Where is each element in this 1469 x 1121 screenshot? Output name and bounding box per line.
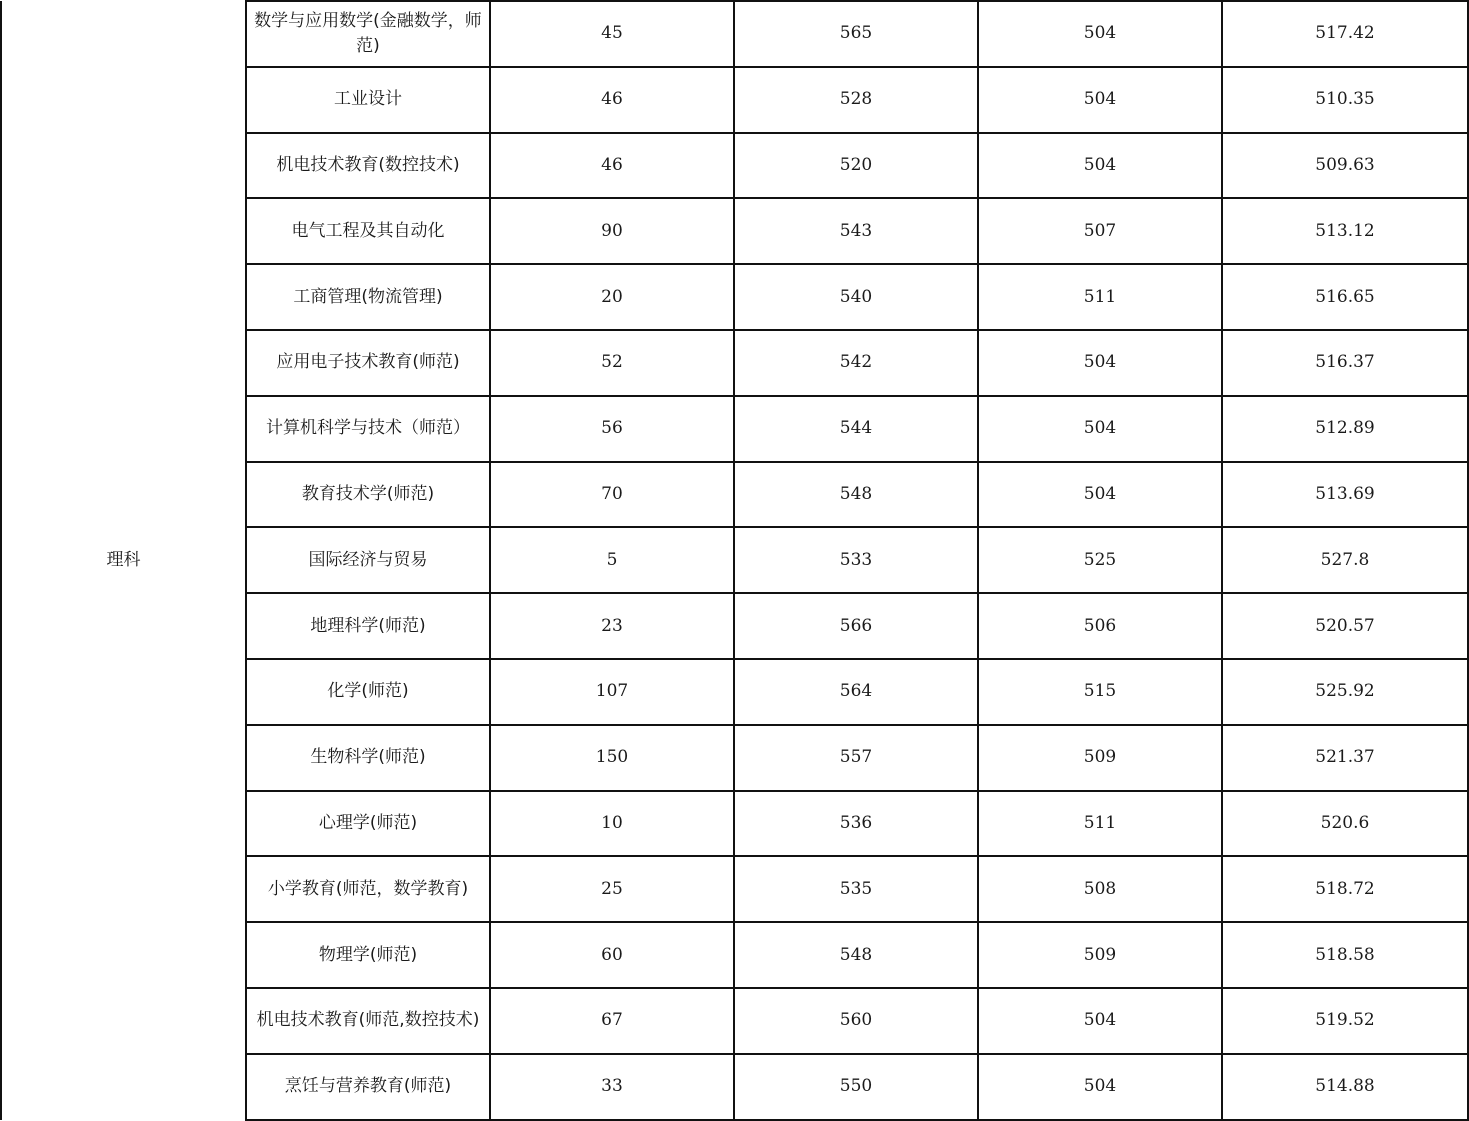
plan-count-cell: 25	[490, 856, 734, 922]
major-cell: 化学(师范)	[246, 659, 490, 725]
max-score-cell: 566	[734, 593, 978, 659]
major-cell: 数学与应用数学(金融数学，师范)	[246, 1, 490, 67]
max-score-cell: 565	[734, 1, 978, 67]
min-score-cell: 525	[978, 527, 1222, 593]
min-score-cell: 506	[978, 593, 1222, 659]
max-score-cell: 560	[734, 988, 978, 1054]
major-cell: 生物科学(师范)	[246, 725, 490, 791]
plan-count-cell: 45	[490, 1, 734, 67]
max-score-cell: 564	[734, 659, 978, 725]
major-cell: 计算机科学与技术（师范）	[246, 396, 490, 462]
plan-count-cell: 150	[490, 725, 734, 791]
max-score-cell: 536	[734, 791, 978, 857]
max-score-cell: 548	[734, 462, 978, 528]
major-cell: 国际经济与贸易	[246, 527, 490, 593]
avg-score-cell: 525.92	[1222, 659, 1468, 725]
plan-count-cell: 70	[490, 462, 734, 528]
min-score-cell: 504	[978, 462, 1222, 528]
min-score-cell: 504	[978, 1054, 1222, 1120]
max-score-cell: 540	[734, 264, 978, 330]
table-body	[1, 1, 1468, 1120]
major-cell: 工商管理(物流管理)	[246, 264, 490, 330]
min-score-cell: 508	[978, 856, 1222, 922]
avg-score-cell: 527.8	[1222, 527, 1468, 593]
avg-score-cell: 516.65	[1222, 264, 1468, 330]
avg-score-cell: 513.69	[1222, 462, 1468, 528]
plan-count-cell: 10	[490, 791, 734, 857]
max-score-cell: 528	[734, 67, 978, 133]
plan-count-cell: 56	[490, 396, 734, 462]
min-score-cell: 504	[978, 1, 1222, 67]
major-cell: 物理学(师范)	[246, 922, 490, 988]
plan-count-cell: 46	[490, 133, 734, 199]
min-score-cell: 511	[978, 791, 1222, 857]
max-score-cell: 548	[734, 922, 978, 988]
category-cell: 理科	[1, 1, 246, 1120]
major-cell: 地理科学(师范)	[246, 593, 490, 659]
min-score-cell: 507	[978, 198, 1222, 264]
min-score-cell: 504	[978, 330, 1222, 396]
max-score-cell: 550	[734, 1054, 978, 1120]
avg-score-cell: 513.12	[1222, 198, 1468, 264]
plan-count-cell: 107	[490, 659, 734, 725]
min-score-cell: 504	[978, 133, 1222, 199]
min-score-cell: 509	[978, 922, 1222, 988]
min-score-cell: 509	[978, 725, 1222, 791]
avg-score-cell: 510.35	[1222, 67, 1468, 133]
avg-score-cell: 509.63	[1222, 133, 1468, 199]
plan-count-cell: 52	[490, 330, 734, 396]
avg-score-cell: 516.37	[1222, 330, 1468, 396]
avg-score-cell: 519.52	[1222, 988, 1468, 1054]
major-cell: 电气工程及其自动化	[246, 198, 490, 264]
max-score-cell: 543	[734, 198, 978, 264]
min-score-cell: 515	[978, 659, 1222, 725]
max-score-cell: 535	[734, 856, 978, 922]
plan-count-cell: 46	[490, 67, 734, 133]
max-score-cell: 544	[734, 396, 978, 462]
min-score-cell: 504	[978, 988, 1222, 1054]
plan-count-cell: 90	[490, 198, 734, 264]
plan-count-cell: 67	[490, 988, 734, 1054]
plan-count-cell: 60	[490, 922, 734, 988]
table-row	[1, 1, 1468, 67]
major-cell: 烹饪与营养教育(师范)	[246, 1054, 490, 1120]
avg-score-cell: 520.57	[1222, 593, 1468, 659]
major-cell: 机电技术教育(师范,数控技术)	[246, 988, 490, 1054]
plan-count-cell: 23	[490, 593, 734, 659]
avg-score-cell: 514.88	[1222, 1054, 1468, 1120]
major-cell: 小学教育(师范，数学教育)	[246, 856, 490, 922]
max-score-cell: 520	[734, 133, 978, 199]
avg-score-cell: 521.37	[1222, 725, 1468, 791]
plan-count-cell: 20	[490, 264, 734, 330]
plan-count-cell: 5	[490, 527, 734, 593]
max-score-cell: 557	[734, 725, 978, 791]
min-score-cell: 504	[978, 67, 1222, 133]
avg-score-cell: 517.42	[1222, 1, 1468, 67]
min-score-cell: 504	[978, 396, 1222, 462]
avg-score-cell: 518.72	[1222, 856, 1468, 922]
max-score-cell: 542	[734, 330, 978, 396]
major-cell: 工业设计	[246, 67, 490, 133]
avg-score-cell: 520.6	[1222, 791, 1468, 857]
min-score-cell: 511	[978, 264, 1222, 330]
plan-count-cell: 33	[490, 1054, 734, 1120]
max-score-cell: 533	[734, 527, 978, 593]
major-cell: 心理学(师范)	[246, 791, 490, 857]
avg-score-cell: 518.58	[1222, 922, 1468, 988]
major-cell: 教育技术学(师范)	[246, 462, 490, 528]
avg-score-cell: 512.89	[1222, 396, 1468, 462]
major-cell: 机电技术教育(数控技术)	[246, 133, 490, 199]
major-cell: 应用电子技术教育(师范)	[246, 330, 490, 396]
